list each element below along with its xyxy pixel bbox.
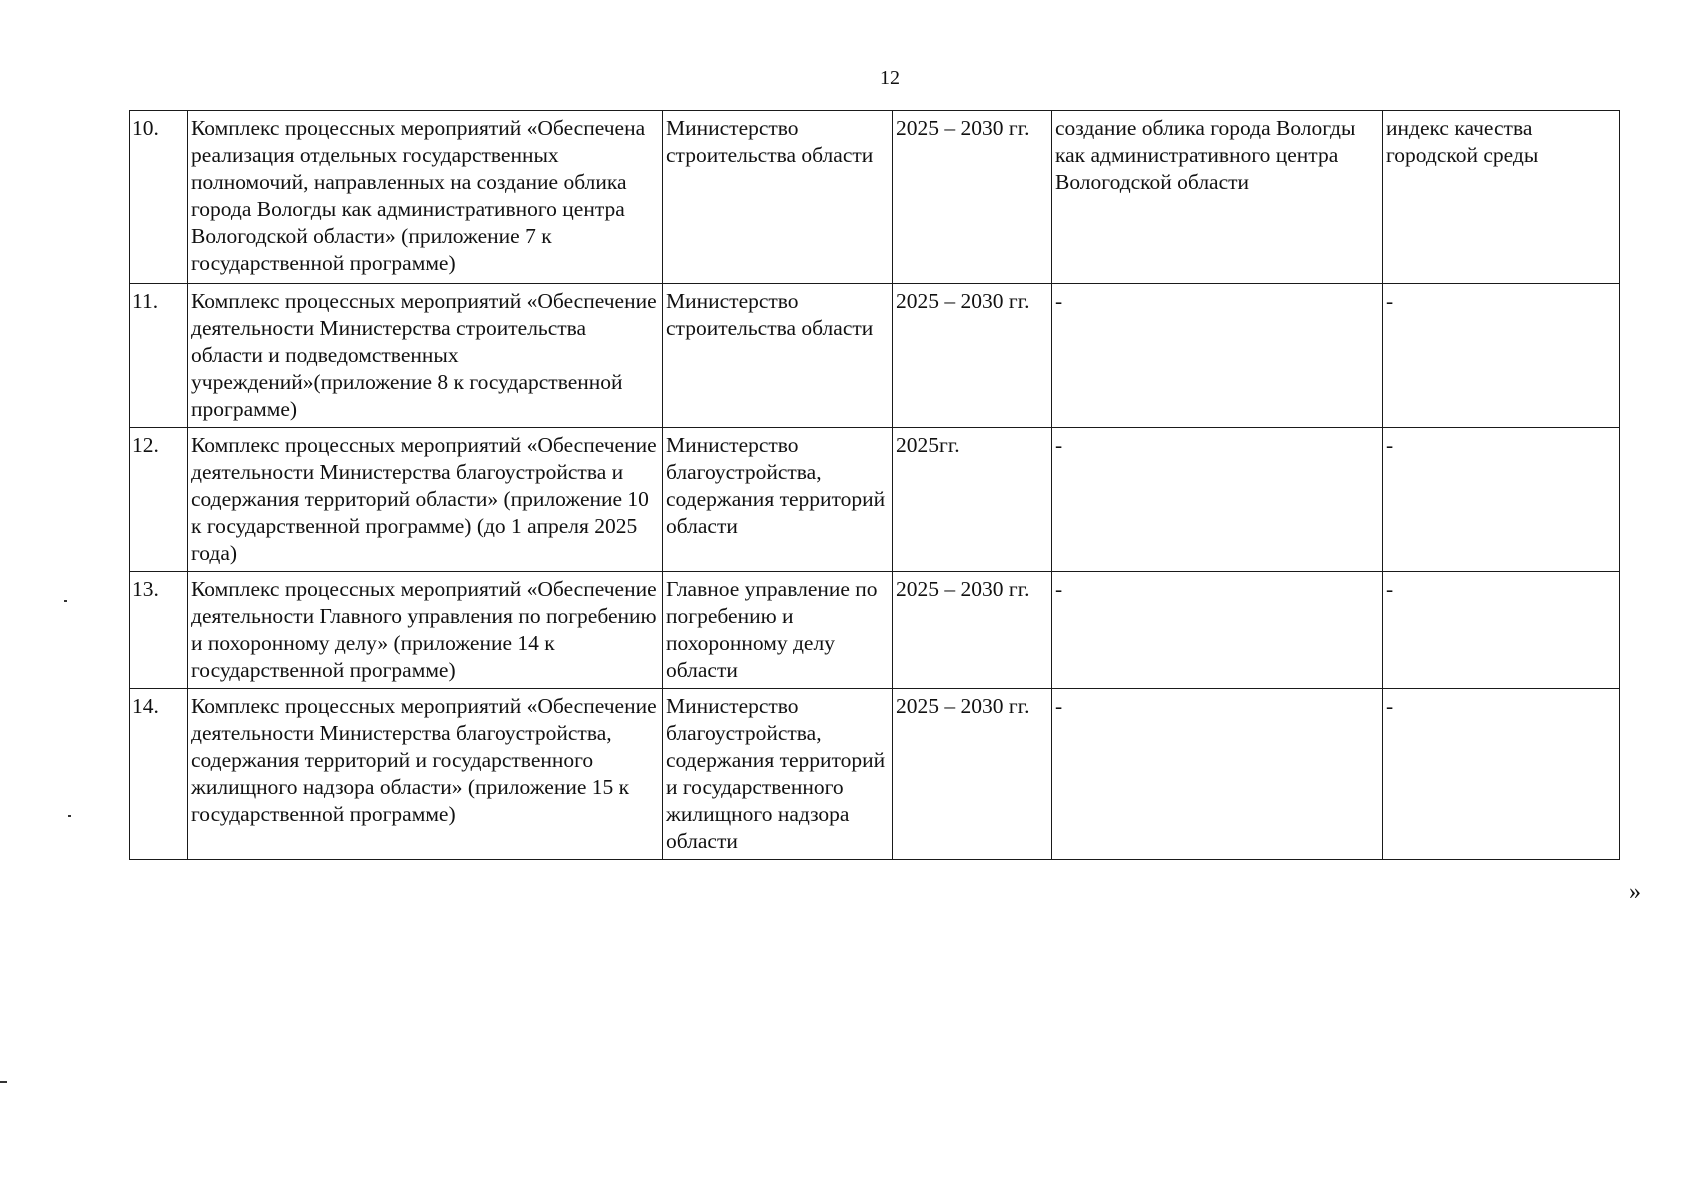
table-row (130, 428, 1620, 572)
responsible-body: Министерство благоустройства, содержания территорий области (663, 428, 893, 572)
implementation-period: 2025 – 2030 гг. (893, 689, 1052, 860)
measure-name: Комплекс процессных мероприятий «Обеспечена реализация отдельных государственных полномочий, направленных на создание облика города Вологды как административного центра Вологодской области» (приложение 7 к государственной программе) (188, 111, 663, 284)
indicator: - (1383, 689, 1620, 860)
row-number: 14. (130, 689, 188, 860)
responsible-body: Министерство благоустройства, содержания территорий и государственного жилищного надзора области (663, 689, 893, 860)
scan-mark (68, 815, 71, 817)
responsible-body: Министерство строительства области (663, 284, 893, 428)
responsible-body: Главное управление по погребению и похоронному делу области (663, 572, 893, 689)
row-number: 10. (130, 111, 188, 284)
closing-quote: » (1629, 879, 1641, 905)
row-number: 12. (130, 428, 188, 572)
table-row (130, 111, 1620, 284)
measure-name: Комплекс процессных мероприятий «Обеспечение деятельности Министерства благоустройства и содержания территорий области» (приложение 10 к государственной программе) (до 1 апреля 2025 года) (188, 428, 663, 572)
task-description: - (1052, 689, 1383, 860)
page-number: 12 (880, 67, 900, 89)
task-description: - (1052, 428, 1383, 572)
task-description: создание облика города Вологды как административного центра Вологодской области (1052, 111, 1383, 284)
measure-name: Комплекс процессных мероприятий «Обеспечение деятельности Министерства благоустройства, содержания территорий и государственного жилищного надзора области» (приложение 15 к государственной программе) (188, 689, 663, 860)
implementation-period: 2025гг. (893, 428, 1052, 572)
task-description: - (1052, 284, 1383, 428)
row-number: 13. (130, 572, 188, 689)
indicator: - (1383, 572, 1620, 689)
indicator: индекс качества городской среды (1383, 111, 1620, 284)
row-number: 11. (130, 284, 188, 428)
implementation-period: 2025 – 2030 гг. (893, 111, 1052, 284)
implementation-period: 2025 – 2030 гг. (893, 284, 1052, 428)
table-row (130, 572, 1620, 689)
scan-mark (0, 1081, 7, 1083)
implementation-period: 2025 – 2030 гг. (893, 572, 1052, 689)
indicator: - (1383, 428, 1620, 572)
table-row (130, 284, 1620, 428)
responsible-body: Министерство строительства области (663, 111, 893, 284)
task-description: - (1052, 572, 1383, 689)
measure-name: Комплекс процессных мероприятий «Обеспечение деятельности Министерства строительства области и подведомственных учреждений»(приложение 8 к государственной программе) (188, 284, 663, 428)
scan-mark (64, 600, 67, 602)
program-table (129, 110, 1620, 860)
measure-name: Комплекс процессных мероприятий «Обеспечение деятельности Главного управления по погребению и похоронному делу» (приложение 14 к государственной программе) (188, 572, 663, 689)
indicator: - (1383, 284, 1620, 428)
table-row (130, 689, 1620, 860)
